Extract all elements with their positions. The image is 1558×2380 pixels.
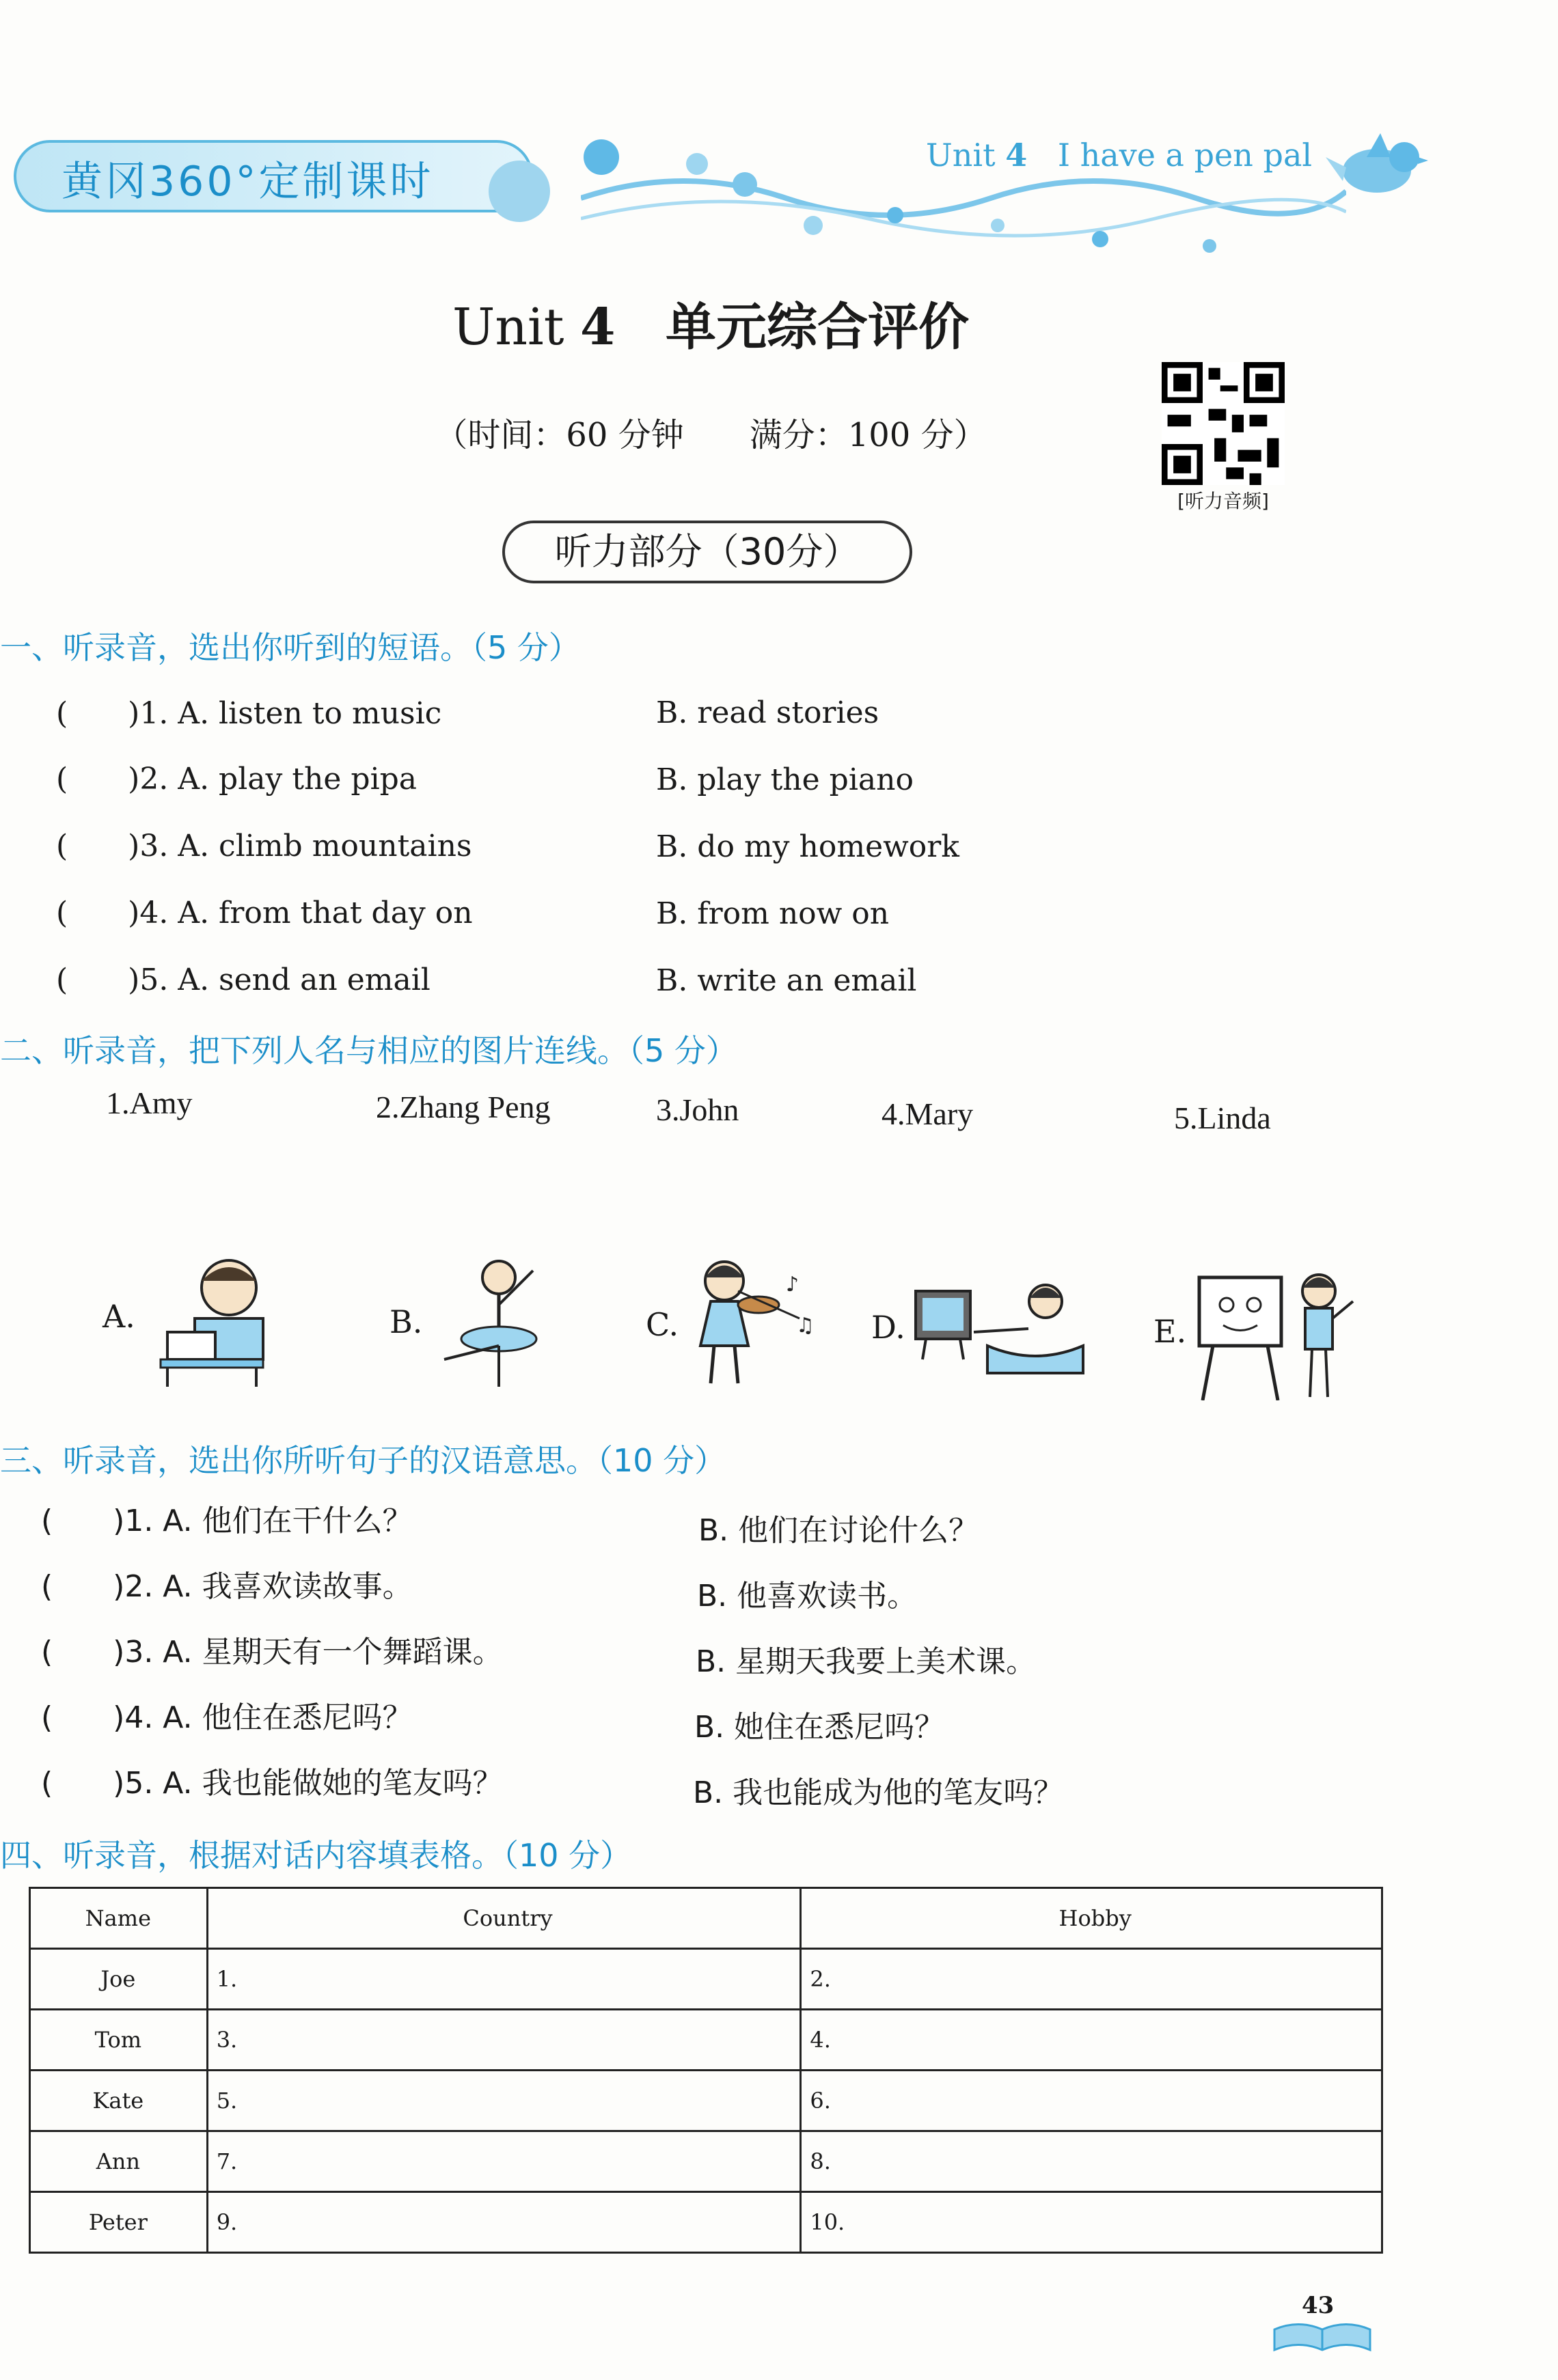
table-row	[30, 2010, 1382, 2071]
table-row	[30, 2192, 1382, 2253]
qr-label: [听力音频]	[1177, 490, 1269, 512]
table-row	[30, 2071, 1382, 2131]
table-cell-hobby[interactable]: 8.	[801, 2131, 1382, 2192]
q3-4-option-b: B. 她住在悉尼吗？	[694, 1710, 945, 1745]
table-cell-name: Tom	[30, 2010, 208, 2071]
pic-label-e: E.	[1153, 1313, 1187, 1350]
page-title	[0, 287, 1421, 359]
q4-option-a: ( )4. A. from that day on	[56, 896, 473, 930]
q3-option-a: ( )3. A. climb mountains	[56, 829, 472, 863]
pic-label-b: B.	[390, 1303, 423, 1340]
table-cell-country[interactable]: 1.	[207, 1949, 801, 2010]
q5-option-b: B. write an email	[656, 963, 917, 998]
answer-table	[29, 1887, 1383, 2254]
q4-option-b: B. from now on	[656, 896, 890, 931]
section-2-heading: 二、听录音，把下列人名与相应的图片连线。（5 分）	[0, 1032, 737, 1069]
section-3-heading: 三、听录音，选出你所听句子的汉语意思。（10 分）	[0, 1442, 726, 1479]
section-1-heading: 一、听录音，选出你听到的短语。（5 分）	[0, 629, 580, 666]
table-cell-country[interactable]: 5.	[207, 2071, 801, 2131]
table-cell-country[interactable]: 3.	[207, 2010, 801, 2071]
pic-label-a: A.	[102, 1298, 135, 1335]
table-cell-country[interactable]: 9.	[207, 2192, 801, 2253]
q2-option-a: ( )2. A. play the pipa	[56, 762, 418, 797]
q3-2-option-a: ( )2. A. 我喜欢读故事。	[41, 1569, 413, 1604]
title-unit-number: 4	[579, 298, 616, 357]
name-linda: 5.Linda	[1174, 1101, 1271, 1135]
table-cell-name: Peter	[30, 2192, 208, 2253]
q1-option-a: ( )1. A. listen to music	[56, 696, 442, 731]
q3-5-option-b: B. 我也能成为他的笔友吗？	[693, 1775, 1064, 1810]
table-cell-hobby[interactable]: 6.	[801, 2071, 1382, 2131]
girl-dancing-icon	[430, 1250, 567, 1387]
q3-5-option-a: ( )5. A. 我也能做她的笔友吗？	[41, 1766, 503, 1801]
name-mary: 4.Mary	[882, 1096, 974, 1131]
boy-reading-icon	[154, 1250, 290, 1387]
pic-label-c: C.	[646, 1306, 679, 1343]
header-unit-number: 4	[1005, 137, 1028, 174]
qr-code-icon[interactable]	[1162, 362, 1285, 485]
table-cell-hobby[interactable]: 4.	[801, 2010, 1382, 2071]
q3-4-option-a: ( )4. A. 他住在悉尼吗？	[41, 1700, 413, 1735]
q3-2-option-b: B. 他喜欢读书。	[697, 1579, 918, 1614]
table-cell-hobby[interactable]: 10.	[801, 2192, 1382, 2253]
table-row	[30, 2131, 1382, 2192]
q5-option-a: ( )5. A. send an email	[56, 963, 430, 997]
q3-1-option-b: B. 他们在讨论什么？	[698, 1513, 979, 1548]
svg-text:♫: ♫	[796, 1314, 815, 1338]
table-header-hobby: Hobby	[801, 1888, 1382, 1949]
q3-option-b: B. do my homework	[656, 829, 959, 864]
pic-label-d: D.	[871, 1309, 905, 1346]
girl-violin-icon	[683, 1250, 820, 1387]
name-john: 3.John	[656, 1092, 739, 1127]
easel-painting-icon	[1192, 1264, 1356, 1400]
table-cell-name: Kate	[30, 2071, 208, 2131]
table-header-row	[30, 1888, 1382, 1949]
table-cell-hobby[interactable]: 2.	[801, 1949, 1382, 2010]
table-cell-name: Joe	[30, 1949, 208, 2010]
title-unit-label: Unit	[452, 298, 564, 357]
name-amy: 1.Amy	[106, 1085, 193, 1120]
girl-watching-tv-icon	[912, 1264, 1090, 1400]
banner-circle-decoration	[489, 161, 550, 222]
svg-text:♪: ♪	[786, 1273, 800, 1297]
header-unit-title	[926, 137, 1312, 174]
header-unit-label: Unit	[926, 137, 996, 174]
table-header-name: Name	[30, 1888, 208, 1949]
table-cell-country[interactable]: 7.	[207, 2131, 801, 2192]
q2-option-b: B. play the piano	[656, 762, 914, 797]
table-header-country: Country	[207, 1888, 801, 1949]
q3-1-option-a: ( )1. A. 他们在干什么？	[41, 1504, 413, 1538]
brand-title: 黄冈360°定制课时	[62, 158, 434, 206]
page-number: 43	[1302, 2292, 1335, 2319]
header-unit-subtitle: I have a pen pal	[1057, 137, 1313, 174]
section-part-label: 听力部分（30分）	[502, 521, 912, 583]
bird-icon	[1326, 130, 1428, 205]
title-cn: 单元综合评价	[666, 298, 969, 357]
table-cell-name: Ann	[30, 2131, 208, 2192]
name-zhang-peng: 2.Zhang Peng	[376, 1090, 551, 1124]
open-book-icon	[1271, 2319, 1374, 2353]
q1-option-b: B. read stories	[656, 695, 879, 730]
q3-3-option-a: ( )3. A. 星期天有一个舞蹈课。	[41, 1635, 503, 1670]
section-4-heading: 四、听录音，根据对话内容填表格。（10 分）	[0, 1837, 632, 1874]
q3-3-option-b: B. 星期天我要上美术课。	[696, 1644, 1037, 1679]
table-row	[30, 1949, 1382, 2010]
time-score-info: （时间：60 分钟 满分：100 分）	[435, 416, 987, 454]
